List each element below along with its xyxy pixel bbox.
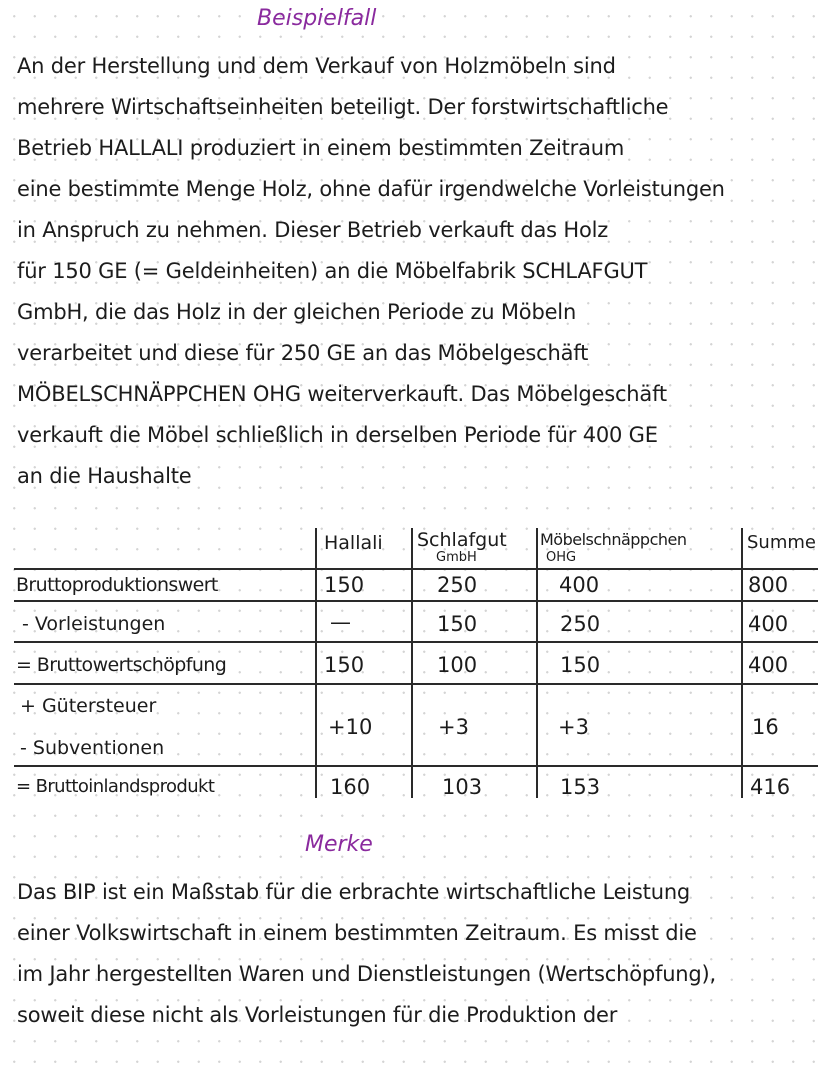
column-header-moebelschnaeppchen: Möbelschnäppchen (540, 530, 687, 549)
cell-schlafgut: +3 (438, 715, 469, 739)
cell-moebel: 250 (560, 612, 601, 636)
text-line: mehrere Wirtschaftseinheiten beteiligt. Der forstwirtschaftliche (17, 95, 669, 119)
table-rule (14, 600, 818, 602)
table-rule (14, 568, 818, 570)
cell-summe: 800 (748, 573, 789, 597)
text-line: im Jahr hergestellten Waren und Dienstleistungen (Wertschöpfung), (17, 962, 717, 986)
text-line: eine bestimmte Menge Holz, ohne dafür irgendwelche Vorleistungen (17, 177, 725, 201)
row-label-bruttoproduktionswert: Bruttoproduktionswert (16, 574, 218, 596)
text-line: GmbH, die das Holz in der gleichen Periode zu Möbeln (17, 300, 577, 324)
text-line: MÖBELSCHNÄPPCHEN OHG weiterverkauft. Das Möbelgeschäft (17, 382, 667, 406)
table-divider (315, 528, 317, 798)
text-line: verkauft die Möbel schließlich in derselben Periode für 400 GE (17, 423, 658, 447)
cell-hallali: 160 (330, 775, 371, 799)
cell-summe: 400 (748, 612, 789, 636)
column-header-summe: Summe (747, 532, 816, 553)
merke-paragraph (17, 872, 817, 1036)
row-label-bruttoinlandsprodukt: = Bruttoinlandsprodukt (16, 776, 215, 797)
row-label-bruttowertschoepfung: = Bruttowertschöpfung (16, 654, 227, 676)
row-label-subventionen: - Subventionen (20, 737, 165, 759)
section-title-beispielfall: Beispielfall (257, 6, 377, 31)
text-line: An der Herstellung und dem Verkauf von Holzmöbeln sind (17, 54, 616, 78)
text-line: für 150 GE (= Geldeinheiten) an die Möbelfabrik SCHLAFGUT (17, 259, 648, 283)
table-divider (411, 528, 413, 798)
cell-summe: 16 (752, 715, 779, 739)
bip-table (14, 528, 820, 800)
cell-moebel: 150 (560, 653, 601, 677)
cell-schlafgut: 250 (437, 573, 478, 597)
table-rule (14, 683, 818, 685)
text-line: Betrieb HALLALI produziert in einem bestimmten Zeitraum (17, 136, 625, 160)
table-divider (536, 528, 538, 798)
text-line: an die Haushalte (17, 464, 192, 488)
column-header-schlafgut: Schlafgut (417, 529, 507, 551)
section-title-merke: Merke (305, 832, 373, 857)
cell-schlafgut: 103 (442, 775, 483, 799)
table-rule (14, 765, 818, 767)
text-line: Das BIP ist ein Maßstab für die erbrachte wirtschaftliche Leistung (17, 880, 691, 904)
column-header-hallali: Hallali (324, 532, 383, 554)
cell-summe: 416 (750, 775, 791, 799)
intro-paragraph (17, 46, 817, 497)
text-line: einer Volkswirtschaft in einem bestimmten Zeitraum. Es misst die (17, 921, 697, 945)
cell-hallali: — (330, 610, 351, 634)
cell-summe: 400 (748, 653, 789, 677)
row-label-vorleistungen: - Vorleistungen (22, 613, 166, 635)
cell-schlafgut: 150 (437, 612, 478, 636)
table-divider (741, 528, 743, 798)
text-line: soweit diese nicht als Vorleistungen für die Produktion der (17, 1003, 618, 1027)
column-header-ohg: OHG (546, 550, 577, 565)
text-line: verarbeitet und diese für 250 GE an das Möbelgeschäft (17, 341, 589, 365)
column-header-gmbh: GmbH (436, 550, 477, 565)
row-label-guetersteuer: + Gütersteuer (20, 695, 157, 717)
cell-hallali: 150 (324, 653, 365, 677)
cell-moebel: 153 (560, 775, 601, 799)
cell-moebel: 400 (559, 573, 600, 597)
cell-hallali: +10 (328, 715, 373, 739)
text-line: in Anspruch zu nehmen. Dieser Betrieb verkauft das Holz (17, 218, 609, 242)
cell-hallali: 150 (324, 573, 365, 597)
cell-moebel: +3 (558, 715, 589, 739)
table-rule (14, 641, 818, 643)
cell-schlafgut: 100 (437, 653, 478, 677)
